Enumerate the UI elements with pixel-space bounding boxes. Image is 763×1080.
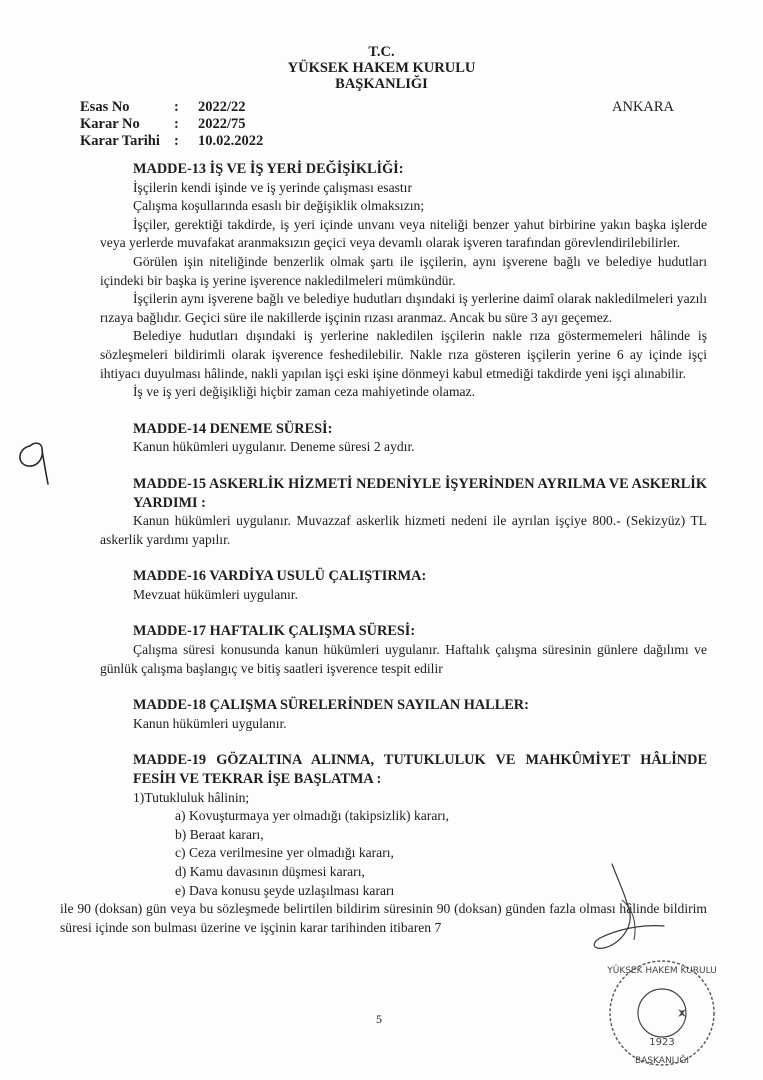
article-13-paragraph: İşçilerin kendi işinde ve iş yerinde çalışması esastır	[133, 179, 412, 195]
meta-value: 10.02.2022	[198, 133, 264, 149]
article-14-title: MADDE-14 DENEME SÜRESİ:	[133, 420, 333, 437]
article-13-paragraph: İşçilerin aynı işverene bağlı ve belediye hudutları dışındaki iş yerlerine daimî olarak nakledilmeleri yazılı rızaya bağlıdır. Geçici süre ile nakillerde işçinin rızası aranmaz. Ancak bu süre 3 ayı geçemez.	[100, 291, 707, 325]
article-19-title: MADDE-19 GÖZALTINA ALINMA, TUTUKLULUK VE MAHKÛMİYET HÂLİNDE FESİH VE TEKRAR İŞE BAŞLATMA :	[133, 752, 707, 788]
list-item: a) Kovuşturmaya yer olmadığı (takipsizlik) kararı,	[175, 808, 450, 824]
document-body	[60, 160, 707, 937]
article-19-intro: 1)Tutukluluk hâlinin;	[133, 789, 250, 805]
document-header	[0, 44, 763, 92]
handwritten-nine-mark	[8, 438, 68, 488]
article-14-paragraph: Kanun hükümleri uygulanır. Deneme süresi 2 aydır.	[133, 439, 415, 455]
meta-key: Karar No	[80, 116, 140, 132]
article-18-paragraph: Kanun hükümleri uygulanır.	[133, 715, 287, 731]
article-16-paragraph: Mevzuat hükümleri uygulanır.	[133, 586, 298, 602]
seal-text-top: YÜKSEK HAKEM KURULU	[607, 966, 717, 976]
case-metadata	[80, 99, 263, 150]
list-item: b) Beraat kararı,	[175, 826, 264, 842]
meta-row-esas	[80, 99, 263, 116]
official-seal	[582, 955, 732, 1075]
article-13-paragraph: İşçiler, gerektiği takdirde, iş yeri içinde unvanı veya niteliği benzer yahut birbirine yakın başka işlerde veya yerlerde muvafakat aranmaksızın geçici veya devamlı olarak işveren tarafından görevlendirilebilirler.	[100, 216, 707, 251]
meta-row-karar	[80, 116, 263, 133]
meta-sep: :	[174, 99, 179, 115]
article-13-paragraph: Çalışma koşullarında esaslı bir değişiklik olmaksızın;	[133, 198, 425, 214]
article-15-paragraph: Kanun hükümleri uygulanır. Muvazzaf askerlik hizmeti nedeni ile ayrılan işçiye 800.- (Sekizyüz) TL askerlik yardımı yapılır.	[100, 513, 707, 547]
header-line-office: BAŞKANLIĞI	[335, 76, 428, 92]
list-item: d) Kamu davasının düşmesi kararı,	[175, 864, 365, 879]
article-13-title: MADDE-13 İŞ VE İŞ YERİ DEĞİŞİKLİĞİ:	[133, 161, 404, 177]
article-16-title: MADDE-16 VARDİYA USULÜ ÇALIŞTIRMA:	[133, 568, 427, 585]
page-number: 5	[376, 1012, 382, 1026]
article-19-paragraph: ile 90 (doksan) gün veya bu sözleşmede belirtilen bildirim süresinin 90 (doksan) günden fazla olması hâlinde bildirim süresi içinde son bulması üzerine ve işçinin karar tarihinden itibaren 7	[60, 901, 707, 935]
meta-key: Karar Tarihi	[80, 133, 160, 149]
article-13-paragraph: İş ve iş yeri değişikliği hiçbir zaman ceza mahiyetinde olamaz.	[133, 384, 475, 400]
meta-key: Esas No	[80, 99, 130, 115]
meta-sep: :	[174, 116, 179, 132]
article-17-paragraph: Çalışma süresi konusunda kanun hükümleri uygulanır. Haftalık çalışma süresinin günlere dağılımı ve günlük çalışma başlangıç ve bitiş saatleri işverence tespit edilir	[100, 642, 707, 676]
seal-year: 1923	[649, 1037, 675, 1048]
article-13-paragraph: Belediye hudutları dışındaki iş yerlerine nakledilen işçilerin nakle rıza göstermemeleri hâlinde iş sözleşmeleri bildirimli olarak işverence feshedilebilir. Nakle rıza gösteren işçilerin yerine 6 ay içinde işçi ihtiyacı duyulması hâlinde, nakli yapılan işçi eski işine dönmeyi kabul etmediği takdirde yeni işçi alınabilir.	[100, 328, 707, 381]
header-line-tc: T.C.	[368, 44, 395, 60]
article-18-title: MADDE-18 ÇALIŞMA SÜRELERİNDEN SAYILAN HALLER:	[133, 697, 529, 714]
meta-value: 2022/22	[198, 99, 246, 115]
meta-row-tarih	[80, 133, 263, 150]
article-15-title: MADDE-15 ASKERLİK HİZMETİ NEDENİYLE İŞYERİNDEN AYRILMA VE ASKERLİK YARDIMI :	[133, 475, 707, 511]
list-item: e) Dava konusu şeyde uzlaşılması kararı	[175, 882, 395, 898]
list-item: c) Ceza verilmesine yer olmadığı kararı,	[175, 845, 394, 861]
header-line-institution: YÜKSEK HAKEM KURULU	[287, 60, 476, 76]
meta-value: 2022/75	[198, 116, 246, 132]
seal-text-bottom: BAŞKANLIĞI	[635, 1056, 689, 1066]
article-13-paragraph: Görülen işin niteliğinde benzerlik olmak şartı ile işçilerin, aynı işverene bağlı ve belediye hudutları içindeki bir başka iş yerine işverence nakledilmeleri mümkündür.	[100, 253, 707, 288]
city-label: ANKARA	[612, 99, 675, 115]
meta-sep: :	[174, 133, 179, 149]
article-17-title: MADDE-17 HAFTALIK ÇALIŞMA SÜRESİ:	[133, 623, 416, 640]
